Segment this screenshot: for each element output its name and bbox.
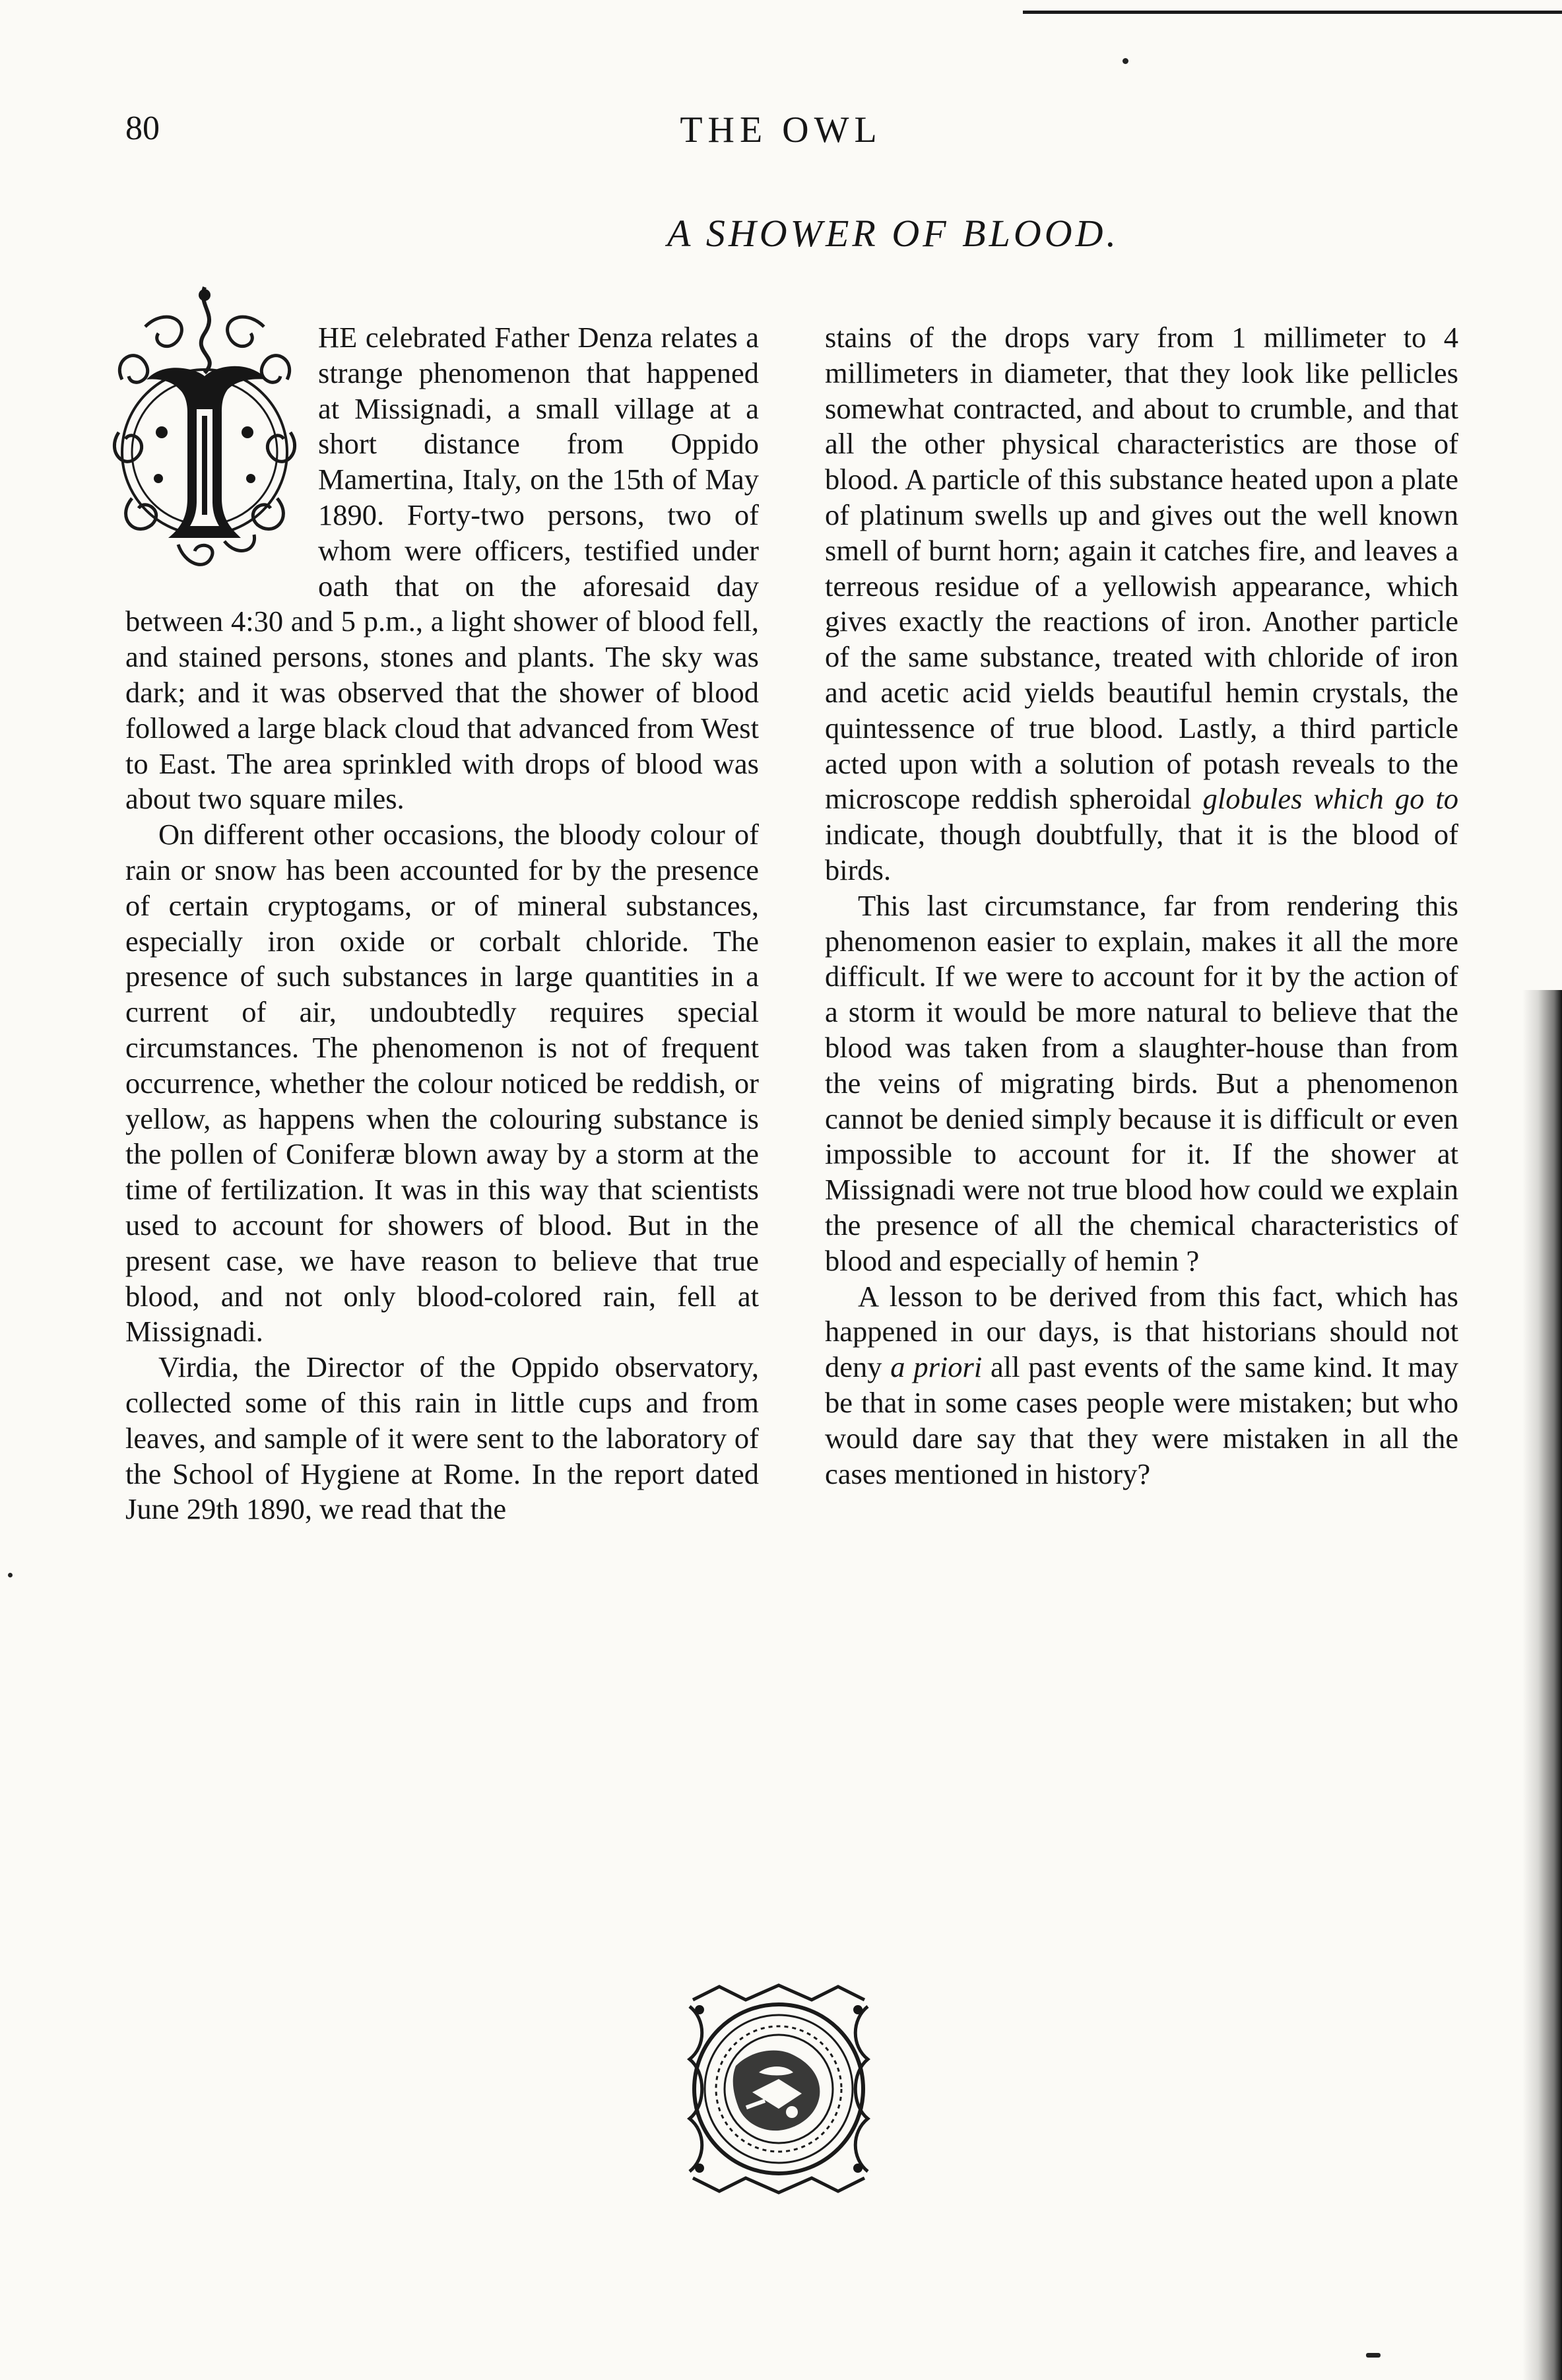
left-column	[125, 320, 759, 1527]
tailpiece	[680, 1980, 878, 2198]
paragraph: On different other occasions, the bloody colour of rain or snow has been accounted for by the presence of certain cryptogams, or of mineral substances, especially iron oxide or corbalt chloride. The presence of such substances in large quantities in a current of air, undoubtedly requires special circumstances. The phenomenon is not of frequent occurrence, whether the colour noticed be reddish, or yellow, as happens when the colouring substance is the pollen of Coniferæ blown away by a storm at the time of fertilization. It was in this way that scientists used to account for showers of blood. But in the present case, we have reason to believe that true blood, and not only blood-colored rain, fell at Missignadi.	[125, 818, 759, 1348]
scan-edge-shadow	[1522, 990, 1562, 2380]
text-run: A lesson to be derived from this fact, which has happened in our days, is that historians should not deny	[825, 1279, 1458, 1384]
paragraph: Virdia, the Director of the Oppido observatory, collected some of this rain in little cups and from leaves, and sample of it were sent to the laboratory of the School of Hygiene at Rome. In the report dated June 29th 1890, we read that the	[125, 1350, 759, 1526]
speck-mark	[1123, 58, 1128, 64]
text-run: all past events of the same kind. It may be that in some cases people were mistaken; but who would dare say that they were mistaken in all the cases mentioned in history?	[825, 1350, 1458, 1490]
text-run: indicate, though doubtfully, that it is the blood of birds.	[825, 818, 1458, 886]
page-number: 80	[125, 110, 160, 147]
article-title: A SHOWER OF BLOOD.	[667, 212, 1119, 255]
speck-mark	[1366, 2353, 1381, 2358]
italic-text-run: a priori	[890, 1350, 983, 1384]
paragraph	[825, 1279, 1458, 1492]
paragraph: HE celebrated Father Denza relates a strange phenomenon that happened at Missignadi, a small village at a short distance from Oppido Mamertina, Italy, on the 15th of May 1890. Forty-two persons, two of whom were officers, testified under oath that on the aforesaid day between 4:30 and 5 p.m., a light shower of blood fell, and stained persons, stones and plants. The sky was dark; and it was observed that the shower of blood followed a large black cloud that advanced from West to East. The area sprinkled with drops of blood was about two square miles.	[125, 321, 759, 816]
top-scan-rule	[1023, 11, 1562, 14]
drop-cap	[106, 281, 304, 581]
article-body	[125, 320, 1458, 1527]
speck-mark	[8, 1573, 13, 1577]
right-column	[825, 320, 1458, 1527]
ornate-initial-T-icon	[106, 281, 304, 581]
paragraph	[825, 320, 1458, 888]
engraved-roundel-vignette-icon	[680, 1980, 878, 2198]
paragraph: This last circumstance, far from rendering this phenomenon easier to explain, makes it all the more difficult. If we were to account for it by the action of a storm it would be more natural to believe that the blood was taken from a slaughter-house than from the veins of migrating birds. But a phenomenon cannot be denied simply because it is difficult or even impossible to account for it. If the shower at Missignadi were not true blood how could we explain the presence of all the chemical characteristics of blood and especially of hemin ?	[825, 888, 1458, 1277]
italic-text-run: globules which go to	[1202, 782, 1458, 816]
text-run: stains of the drops vary from 1 millimeter to 4 millimeters in diameter, that they look like pellicles somewhat contracted, and about to crumble, and that all the other physical characteristics are those of blood. A particle of this substance heated upon a plate of platinum swells up and gives out the well known smell of burnt horn; again it catches fire, and leaves a terreous residue of a yellowish appearance, which gives exactly the reactions of iron. Another particle of the same substance, treated with chloride of iron and acetic acid yields beautiful hemin crystals, the quintessence of true blood. Lastly, a third particle acted upon with a solution of potash reveals to the microscope reddish spheroidal	[825, 321, 1458, 816]
running-title: THE OWL	[680, 110, 882, 150]
